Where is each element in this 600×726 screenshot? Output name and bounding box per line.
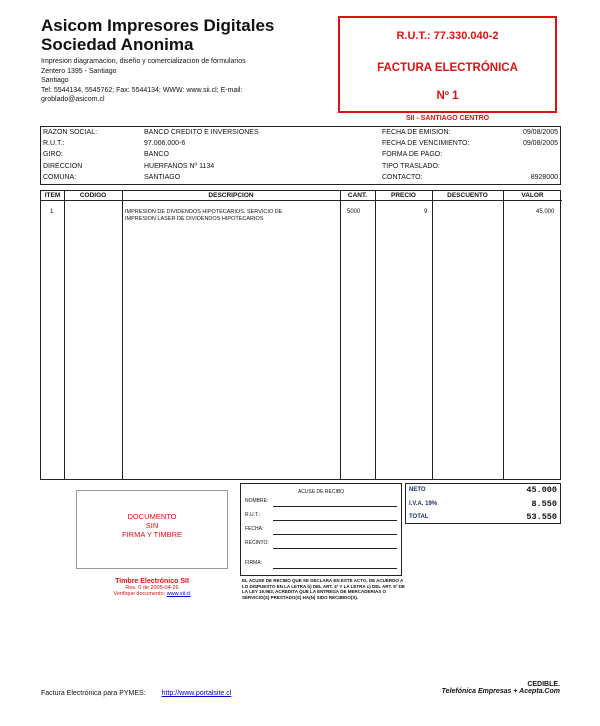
- signature-placeholder-box: [76, 490, 228, 569]
- total-row: [406, 511, 560, 524]
- receipt-field-recinto: [245, 540, 397, 550]
- issuer-rut: R.U.T.: 77.330.040-2: [396, 30, 499, 42]
- fecha-vencimiento-row: [382, 140, 558, 150]
- cell-item: 1: [50, 209, 54, 215]
- company-name-line2: Sociedad Anonima: [41, 35, 194, 54]
- stamp-line1: DOCUMENTO: [127, 512, 177, 521]
- timbre-resolution: Res. 0 de 2005-04-26: [125, 585, 179, 591]
- column-divider: [375, 191, 376, 479]
- comuna-row: [43, 174, 298, 184]
- tipo-traslado-row: [382, 163, 558, 173]
- fecha-emision-row: [382, 129, 558, 139]
- total-value: 53.550: [526, 512, 557, 522]
- razon-social-value: BANCO CREDITO E INVERSIONES: [144, 129, 259, 136]
- forma-pago-row: [382, 151, 558, 161]
- company-info-line: Zentero 1395 - Santiago: [41, 67, 117, 75]
- sii-office: SII - SANTIAGO CENTRO: [405, 115, 490, 122]
- stamp-line3: FIRMA Y TIMBRE: [121, 530, 182, 539]
- portal-link[interactable]: http://www.portalsite.cl: [161, 690, 232, 697]
- document-id-box: [338, 16, 557, 113]
- cell-cantidad: 5000: [347, 209, 361, 215]
- direccion-value: HUERFANOS Nº 1134: [144, 163, 215, 170]
- items-table: [40, 190, 561, 480]
- sii-link[interactable]: www.sii.cl: [166, 591, 191, 597]
- comuna-label: COMUNA:: [43, 174, 77, 181]
- forma-pago-label: FORMA DE PAGO:: [382, 151, 443, 158]
- neto-row: [406, 484, 560, 497]
- receipt-field-label: NOMBRE:: [245, 498, 269, 504]
- header-descripcion: DESCRIPCION: [122, 191, 340, 201]
- company-name: [41, 16, 331, 54]
- stamp-line2: SIN: [145, 521, 159, 530]
- cedible-text: CEDIBLE.: [527, 681, 560, 688]
- cell-valor: 45.000: [536, 209, 555, 215]
- header-cantidad: CANT.: [340, 191, 375, 201]
- column-divider: [432, 191, 433, 479]
- total-label: TOTAL: [409, 514, 429, 520]
- iva-value: 8.550: [531, 499, 557, 509]
- footer-left: [41, 690, 231, 697]
- column-divider: [122, 191, 123, 479]
- table-row: [41, 204, 562, 224]
- client-rut-value: 97.006.000-6: [144, 140, 186, 147]
- timbre-title: Timbre Electrónico SII: [115, 578, 189, 585]
- fecha-vencimiento-label: FECHA DE VENCIMIENTO:: [382, 140, 470, 147]
- cell-precio: 9: [424, 209, 428, 215]
- provider-text: Telefónica Empresas + Acepta.Com: [441, 688, 560, 695]
- footer-label: Factura Electrónica para PYMES:: [41, 690, 146, 697]
- contacto-row: [382, 174, 558, 184]
- direccion-row: [43, 163, 298, 173]
- fecha-emision-value: 09/08/2005: [522, 129, 558, 136]
- receipt-field-fecha: [245, 526, 397, 536]
- receipt-field-rut: [245, 512, 397, 522]
- electronic-stamp-info: [76, 578, 228, 597]
- column-divider: [64, 191, 65, 479]
- iva-label: I.V.A. 19%: [409, 501, 438, 507]
- timbre-verify: [76, 591, 228, 597]
- giro-value: BANCO: [144, 151, 169, 158]
- company-info-line: groblado@asicom.cl: [41, 96, 105, 103]
- client-info-box: [40, 126, 561, 185]
- fecha-vencimiento-value: 09/08/2005: [522, 140, 558, 147]
- giro-label: GIRO:: [43, 151, 63, 158]
- document-number: Nº 1: [436, 90, 459, 102]
- column-divider: [340, 191, 341, 479]
- company-info-line: Tel: 5544134, 5545762; Fax: 5544134; WWW: www.sii.cl; E-mail:: [41, 86, 243, 94]
- receipt-acknowledgement-box: [240, 483, 402, 576]
- column-divider: [503, 191, 504, 479]
- client-rut-label: R.U.T.:: [43, 140, 65, 147]
- tipo-traslado-label: TIPO TRASLADO:: [382, 163, 440, 170]
- receipt-field-nombre: [245, 498, 397, 508]
- fecha-emision-label: FECHA DE EMISION:: [382, 129, 451, 136]
- giro-row: [43, 151, 298, 161]
- razon-social-label: RAZON SOCIAL:: [43, 129, 98, 136]
- company-info: [41, 57, 341, 105]
- receipt-legal-text: EL ACUSE DE RECIBO QUE SE DECLARA EN ESTE ACTO, DE ACUERDO A LO DISPUESTO EN LA LETRA b) DEL ART. 4º Y LA LETRA c) DEL ART. 5º DE LA LEY 19.983, ACREDITA QUE LA ENTREGA DE MERCADERIAS O SERVICIO(S) PRESTADO(S) HA(N) SIDO RECIBIDO(S).: [242, 578, 405, 600]
- receipt-field-label: R.U.T.:: [245, 512, 261, 518]
- receipt-field-label: RECINTO:: [245, 540, 269, 546]
- receipt-title: ACUSE DE RECIBO: [297, 489, 345, 495]
- client-rut-row: [43, 140, 298, 150]
- company-name-line1: Asicom Impresores Digitales: [41, 16, 275, 35]
- receipt-field-firma: [245, 560, 397, 570]
- neto-label: NETO: [409, 487, 426, 493]
- direccion-label: DIRECCION: [43, 163, 83, 170]
- contacto-value: 8928000: [530, 174, 558, 181]
- header-item: ITEM: [41, 191, 64, 201]
- receipt-field-label: FECHA:: [245, 526, 264, 532]
- contacto-label: CONTACTO:: [382, 174, 423, 181]
- cell-descripcion-line2: IMPRESION LASER DE DIVIDENDOS HIPOTECARIOS: [125, 216, 264, 222]
- header-precio: PRECIO: [375, 191, 432, 201]
- timbre-verify-label: Verifique documento:: [113, 591, 166, 597]
- iva-row: [406, 498, 560, 511]
- neto-value: 45.000: [526, 485, 557, 495]
- cell-descripcion-line1: IMPRESION DE DIVIDENDOS HIPOTECARIOS. SERVICIO DE: [125, 209, 283, 215]
- header-descuento: DESCUENTO: [432, 191, 503, 201]
- document-type: FACTURA ELECTRÓNICA: [377, 62, 518, 74]
- company-info-line: Santiago: [41, 77, 69, 84]
- header-codigo: CODIGO: [64, 191, 122, 201]
- razon-social-row: [43, 129, 298, 139]
- totals-box: [405, 483, 561, 524]
- header-valor: VALOR: [503, 191, 562, 201]
- comuna-value: SANTIAGO: [144, 174, 181, 181]
- receipt-field-label: FIRMA:: [245, 560, 262, 566]
- company-info-line: Impresion diagramacion, diseño y comercializacion de formularios: [41, 58, 246, 65]
- footer-right: [442, 681, 560, 695]
